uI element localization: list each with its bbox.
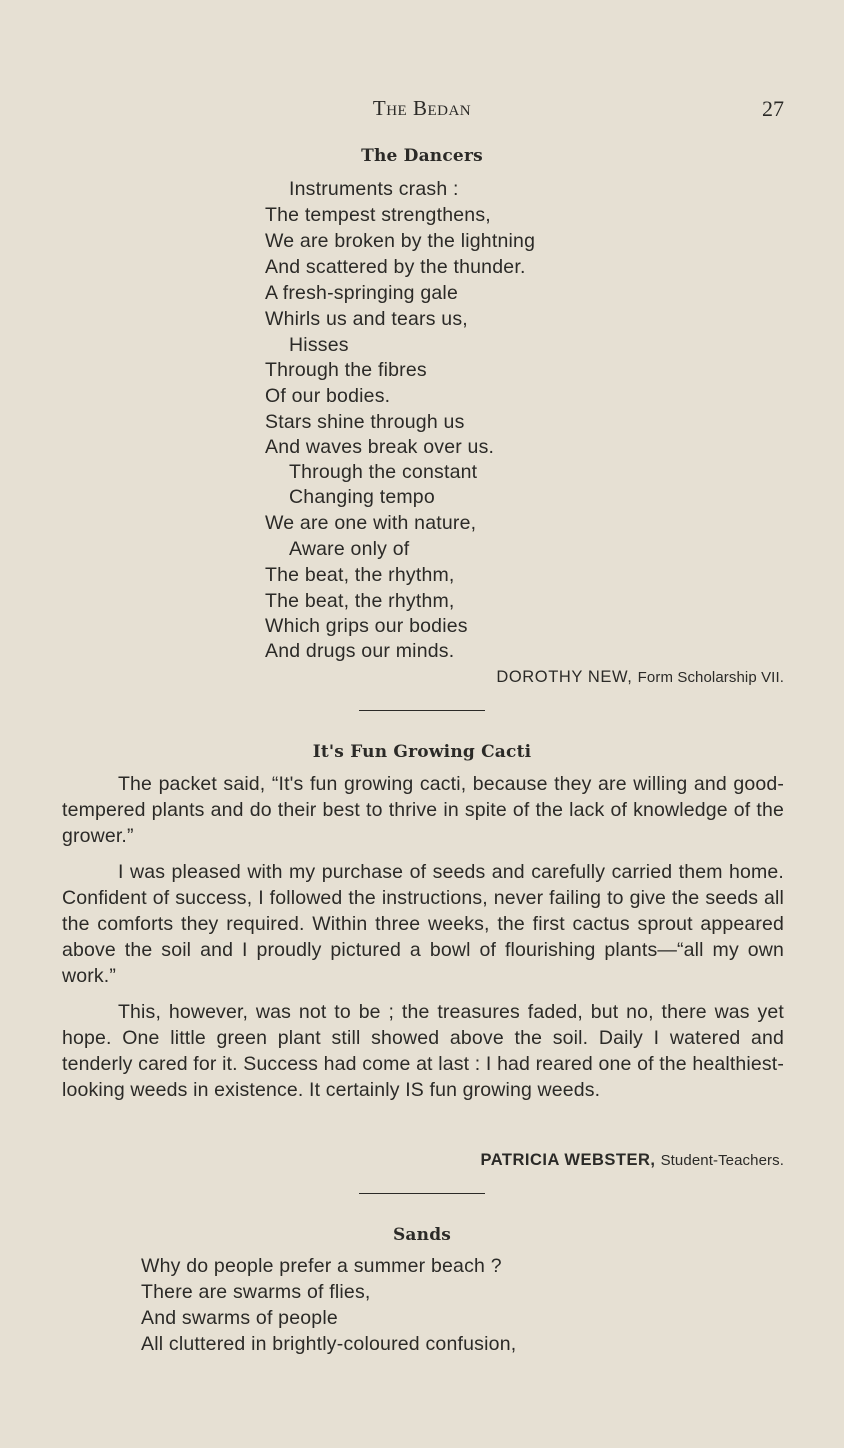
byline-patricia-webster xyxy=(480,1151,784,1170)
poem-line: Through the constant xyxy=(289,461,478,483)
poem-line: Changing tempo xyxy=(289,486,435,508)
poem-line: All cluttered in brightly-coloured confusion, xyxy=(141,1333,517,1355)
page-number: 27 xyxy=(762,96,784,121)
poem-line: And waves break over us. xyxy=(265,436,495,458)
paragraph: I was pleased with my purchase of seeds and carefully carried them home. Confident of success, I followed the instructions, never failing to give the seeds all the comforts they required. Within three weeks, the first cactus sprout appeared above the soil and I proudly pictured a bowl of flourishing plants—“all my own work.” xyxy=(62,861,784,987)
poem-line: The beat, the rhythm, xyxy=(265,590,455,612)
poem-line: Whirls us and tears us, xyxy=(265,308,468,330)
poem-line: A fresh-springing gale xyxy=(265,282,459,304)
author-affiliation: Form Scholarship VII. xyxy=(637,669,784,686)
poem-line: There are swarms of flies, xyxy=(141,1281,371,1303)
paragraph: The packet said, “It's fun growing cacti, because they are willing and good-tempered plants and do their best to thrive in spite of the lack of knowledge of the grower.” xyxy=(62,773,784,847)
poem-line: And drugs our minds. xyxy=(265,640,455,662)
poem-line: Aware only of xyxy=(289,538,410,560)
poem-line: And scattered by the thunder. xyxy=(265,256,526,278)
article-body xyxy=(62,771,784,1103)
poem-line: Through the fibres xyxy=(265,359,427,381)
poem-line: Of our bodies. xyxy=(265,385,391,407)
poem-title-sands: Sands xyxy=(392,1225,452,1245)
poem-line: We are one with nature, xyxy=(265,512,477,534)
poem-title-the-dancers: The Dancers xyxy=(361,146,483,166)
poem-line: Why do people prefer a summer beach ? xyxy=(141,1255,502,1277)
article-title-cacti: It's Fun Growing Cacti xyxy=(312,742,532,762)
poem-line: The tempest strengthens, xyxy=(265,204,491,226)
poem-line: Instruments crash : xyxy=(289,178,459,200)
paragraph: This, however, was not to be ; the treasures faded, but no, there was yet hope. One little green plant still showed above the soil. Daily I watered and tenderly cared for it. Success had come at last : I had reared one of the healthiest-looking weeds in existence. It certainly IS fun growing weeds. xyxy=(62,1001,784,1101)
running-title: The Bedan xyxy=(372,96,472,120)
author-name: PATRICIA WEBSTER, xyxy=(480,1151,656,1169)
section-divider xyxy=(359,1193,485,1194)
section-divider xyxy=(359,710,485,711)
author-name: DOROTHY NEW, xyxy=(496,668,633,686)
byline-dorothy-new xyxy=(496,668,784,687)
poem-line: Which grips our bodies xyxy=(265,615,468,637)
page-header xyxy=(0,96,844,126)
author-affiliation: Student-Teachers. xyxy=(660,1152,784,1169)
poem-line: Stars shine through us xyxy=(265,411,465,433)
poem-line: And swarms of people xyxy=(141,1307,338,1329)
poem-line: We are broken by the lightning xyxy=(265,230,536,252)
poem-line: The beat, the rhythm, xyxy=(265,564,455,586)
poem-line: Hisses xyxy=(289,334,349,356)
